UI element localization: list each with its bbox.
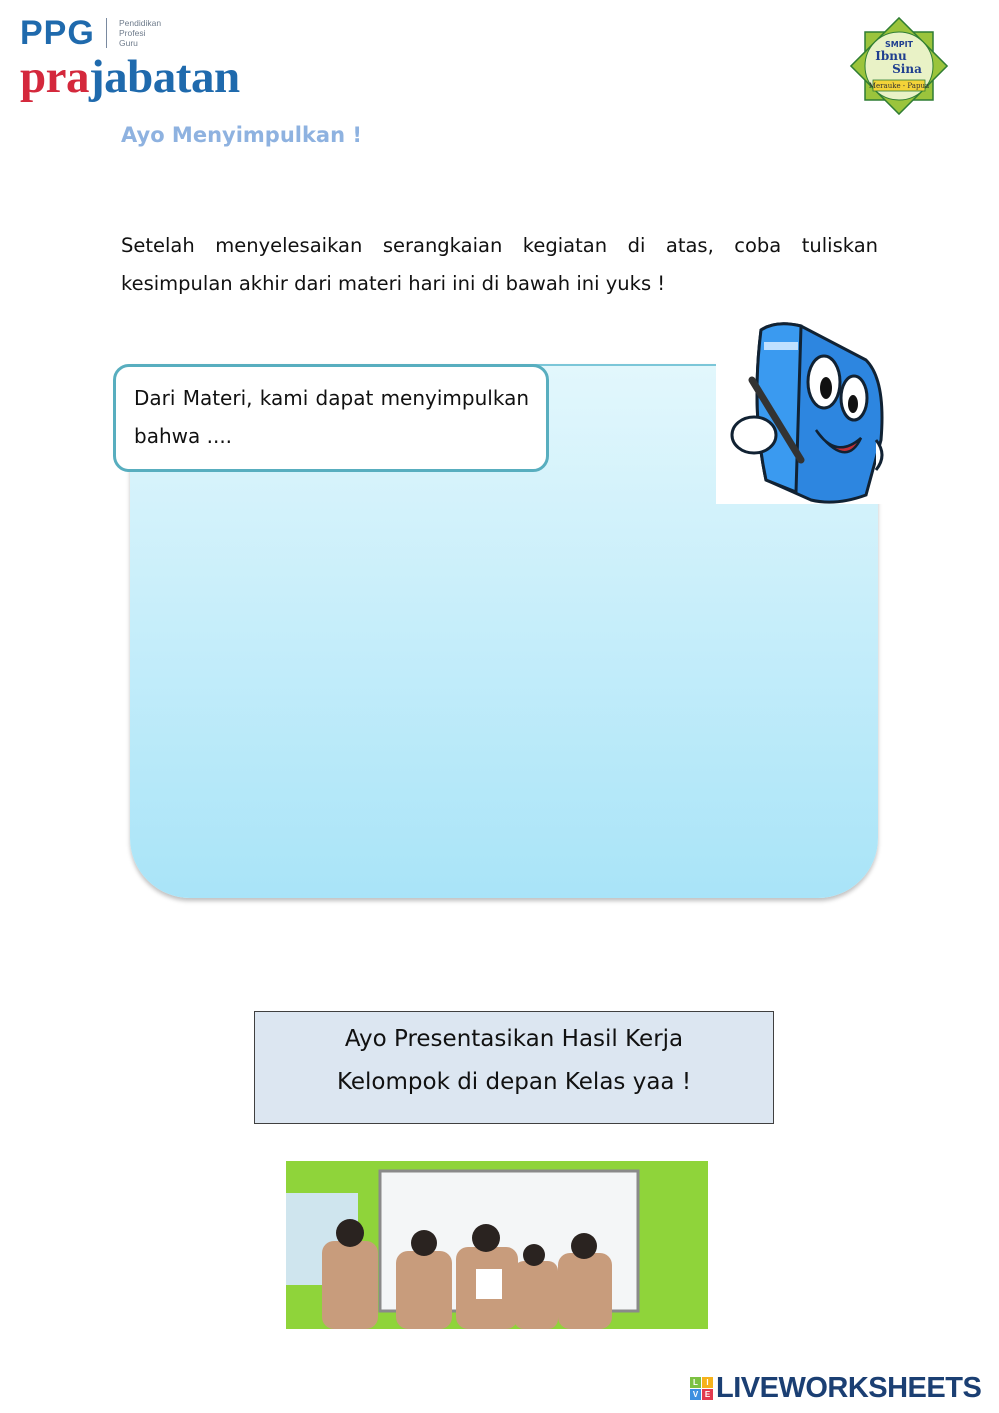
- praj-blue: jabatan: [89, 51, 240, 103]
- presentation-line-1: Ayo Presentasikan Hasil Kerja: [344, 1026, 684, 1052]
- svg-text:Ibnu: Ibnu: [875, 49, 907, 63]
- presentation-line-2: Kelompok di depan Kelas yaa !: [336, 1069, 692, 1095]
- svg-text:Merauke - Papua: Merauke - Papua: [868, 82, 930, 90]
- school-logo: [847, 14, 951, 118]
- conclusion-label-box: [113, 364, 549, 472]
- badge-e: E: [702, 1389, 713, 1400]
- ppg-subtitle: [106, 18, 161, 48]
- live-badge-icon: [690, 1377, 713, 1400]
- ppg-sub-3: Guru: [119, 38, 138, 48]
- badge-l: L: [690, 1377, 701, 1388]
- conclusion-label: Dari Materi, kami dapat menyimpulkan bahwa ....: [134, 386, 529, 448]
- liveworksheets-text: LIVEWORKSHEETS: [716, 1372, 982, 1404]
- book-mascot-image: [716, 320, 892, 504]
- svg-text:Sina: Sina: [892, 62, 922, 76]
- ppg-sub-1: Pendidikan: [119, 18, 162, 28]
- section-title: Ayo Menyimpulkan !: [121, 123, 362, 147]
- ppg-logo: PPG: [20, 14, 95, 52]
- conclusion-input[interactable]: [150, 506, 854, 870]
- instruction-text: Setelah menyelesaikan serangkaian kegiatan di atas, coba tuliskan kesimpulan akhir dari materi hari ini di bawah ini yuks !: [121, 234, 878, 295]
- ppg-sub-2: Profesi: [119, 28, 146, 38]
- badge-v: V: [690, 1389, 701, 1400]
- class-presentation-photo: [286, 1161, 708, 1329]
- prajabatan-logo: [20, 50, 240, 104]
- svg-text:SMPIT: SMPIT: [884, 40, 914, 49]
- praj-red: pra: [20, 51, 89, 103]
- badge-i: I: [702, 1377, 713, 1388]
- presentation-banner: [254, 1011, 774, 1124]
- liveworksheets-logo: [690, 1372, 981, 1405]
